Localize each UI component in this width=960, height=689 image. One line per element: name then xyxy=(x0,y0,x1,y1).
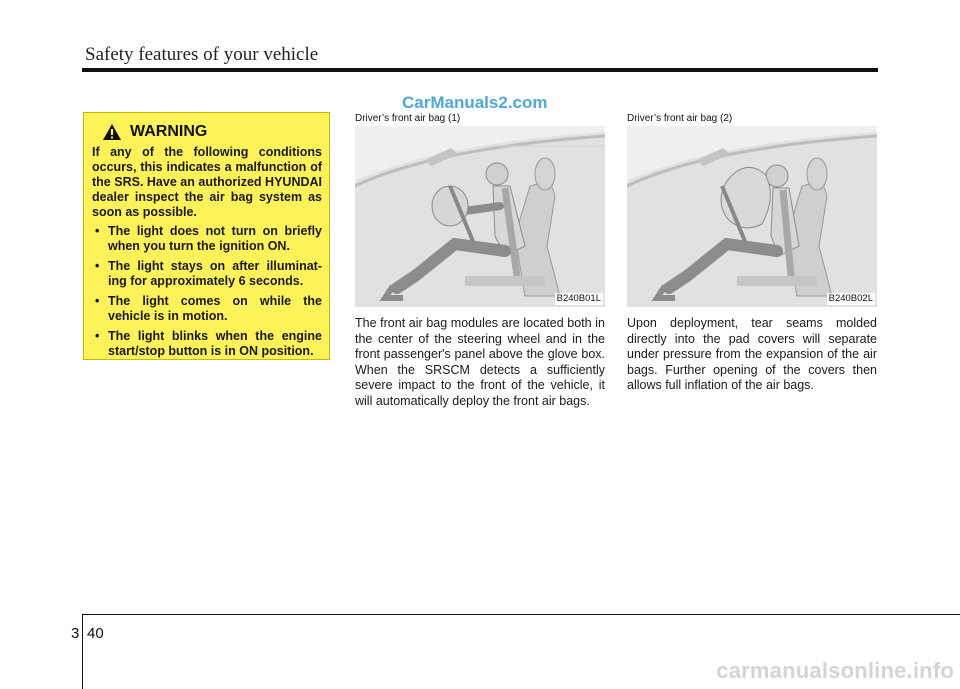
figure-code: B240B02L xyxy=(828,293,873,304)
figure-caption: Driver’s front air bag (1) xyxy=(355,113,461,124)
footer-rule xyxy=(82,614,960,615)
warning-list xyxy=(92,224,322,359)
figure-airbag-1 xyxy=(355,113,605,309)
warning-intro: If any of the following conditions occurs, this indicates a malfunction of the SRS. Have an authorized HYUNDAI dealer inspect the air bag system as soon as possible. xyxy=(92,145,322,219)
warning-triangle-icon xyxy=(102,123,122,141)
watermark-bottom[interactable]: carmanualsonline.info xyxy=(716,658,954,683)
figure-caption: Driver’s front air bag (2) xyxy=(627,113,733,124)
header-rule xyxy=(82,68,878,72)
driver-airbag-inflated-illustration-icon xyxy=(627,126,877,307)
watermark-top[interactable]: CarManuals2.com xyxy=(402,93,548,112)
warning-item: • The light comes on while the vehicle is in motion. xyxy=(92,294,322,324)
page-number: 40 xyxy=(87,625,104,642)
driver-airbag-illustration-icon xyxy=(355,126,605,307)
warning-item: • The light blinks when the engine start/stop button is in ON position. xyxy=(92,329,322,359)
figure-airbag-2 xyxy=(627,113,877,309)
warning-item: • The light does not turn on briefly when you turn the ignition ON. xyxy=(92,224,322,254)
figure-illustration xyxy=(627,126,877,307)
warning-title: WARNING xyxy=(130,123,208,140)
warning-item: • The light stays on after illuminat-ing for approximately 6 seconds. xyxy=(92,259,322,289)
figure-illustration xyxy=(355,126,605,307)
warning-box xyxy=(83,112,330,360)
chapter-number: 3 xyxy=(71,625,80,642)
footer-divider xyxy=(82,615,83,689)
body-paragraph: Upon deployment, tear seams molded directly into the pad covers will separate under pressure from the expansion of the air bags. Further opening of the covers then allows full inflation of the air bags. xyxy=(627,316,877,392)
warning-header xyxy=(102,123,322,141)
page-header-title: Safety features of your vehicle xyxy=(85,44,319,65)
figure-code: B240B01L xyxy=(556,293,601,304)
body-paragraph: The front air bag modules are located both in the center of the steering wheel and in the front passenger's panel above the glove box. When the SRSCM detects a sufficiently severe impact to the front of the vehicle, it will automatically deploy the front air bags. xyxy=(355,316,605,408)
